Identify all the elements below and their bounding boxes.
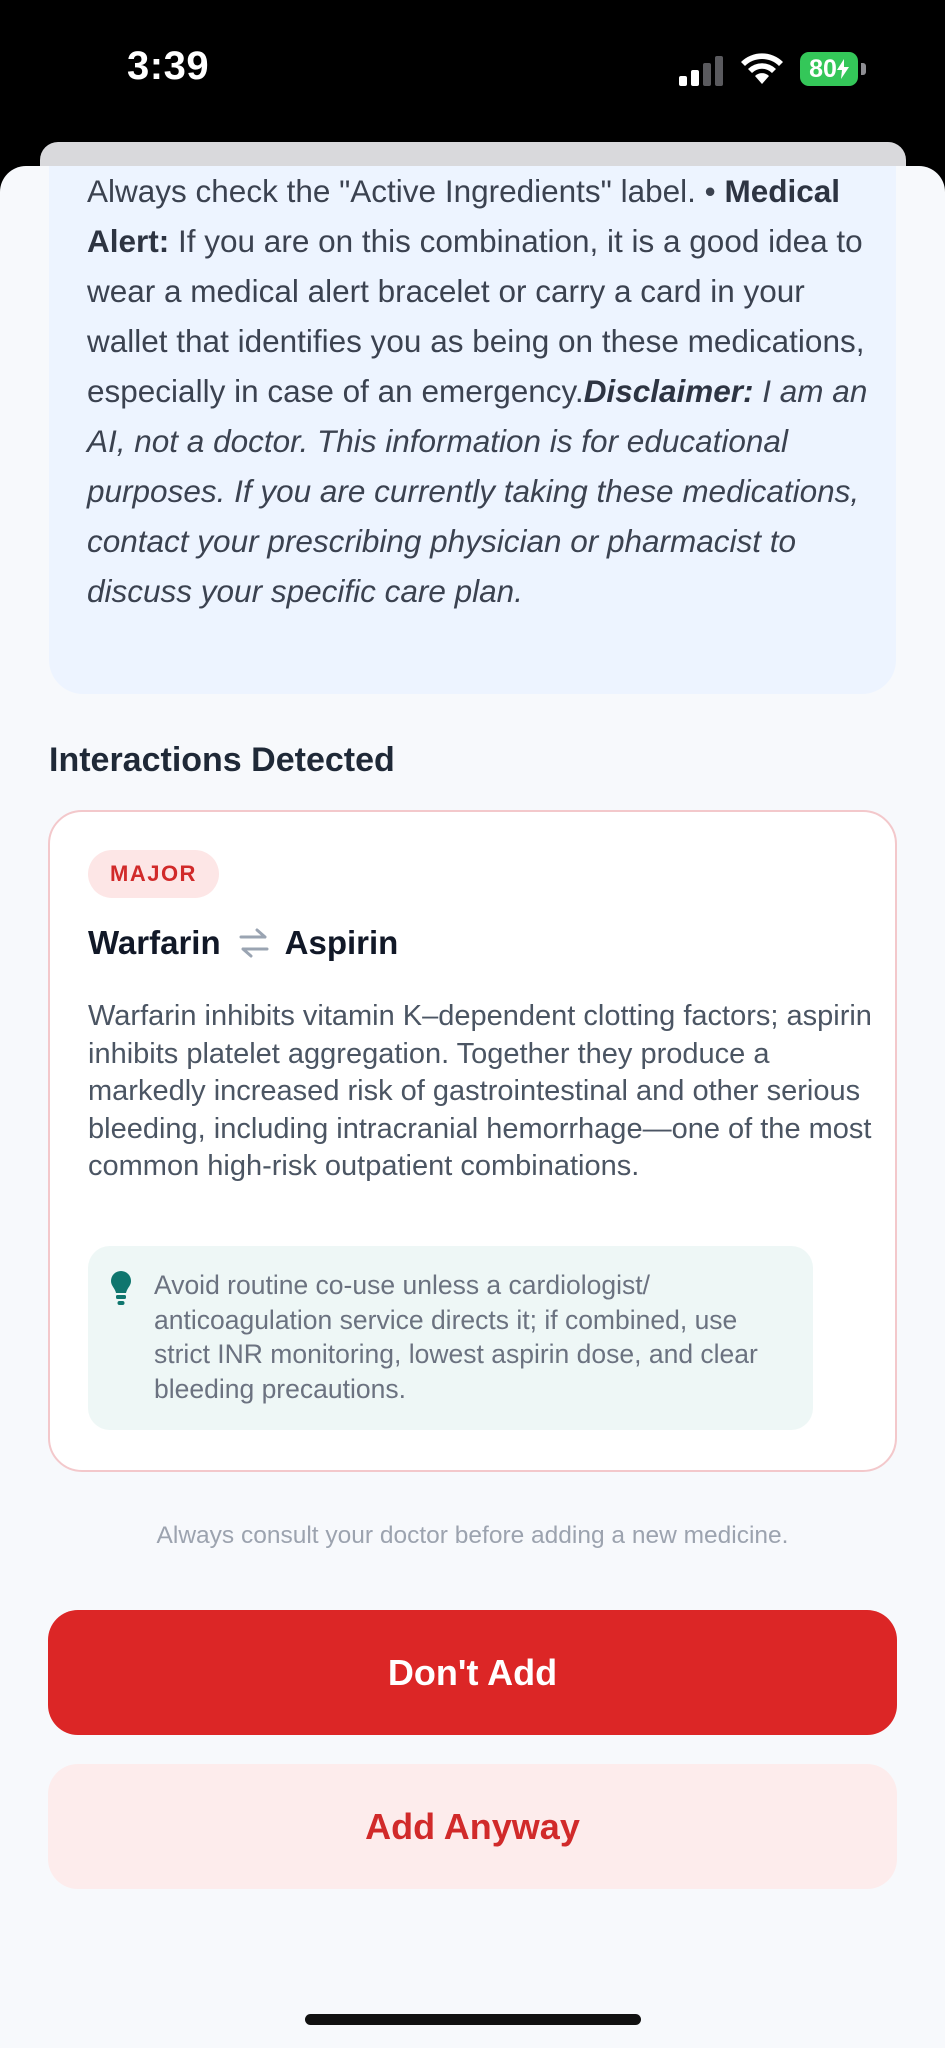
- interaction-card: [48, 810, 897, 1472]
- swap-arrows-icon: [237, 926, 271, 960]
- battery-level: [800, 52, 858, 86]
- consult-note: Always consult your doctor before adding a new medicine.: [156, 1522, 789, 1549]
- status-bar: [0, 0, 945, 140]
- interaction-description: Warfarin inhibits vitamin K–dependent clotting factors; aspirin inhibits platelet aggregation. Together they produce a markedly increased risk of gastrointestinal and other serious bleeding, including intracranial hemorrhage—one of the most common high-risk outpatient combinations.: [88, 1000, 872, 1182]
- disclaimer-label: Disclaimer:: [583, 373, 754, 409]
- drug-pair: [88, 924, 398, 962]
- ai-response-text: [87, 166, 877, 616]
- advice-text: Avoid routine co-use unless a cardiologist/ anticoagulation service directs it; if combined, use strict INR monitoring, lowest aspirin dose, and clear bleeding precautions.: [154, 1270, 758, 1404]
- battery-tip: [861, 63, 866, 75]
- signal-icon: [677, 56, 727, 86]
- battery-charging-icon: [800, 52, 866, 86]
- status-time: 3:39: [127, 44, 210, 88]
- bolt-icon: [837, 59, 849, 79]
- ai-intro-line: Always check the "Active Ingredients" label. •: [87, 173, 716, 209]
- add-anyway-button[interactable]: Add Anyway: [48, 1764, 897, 1889]
- wifi-icon: [740, 52, 784, 86]
- battery-percent: 80: [809, 54, 837, 83]
- lightbulb-icon: [110, 1270, 132, 1306]
- drug-a: Warfarin: [88, 924, 221, 961]
- home-indicator[interactable]: [305, 2014, 641, 2025]
- advice-box: [88, 1246, 813, 1430]
- drug-b: Aspirin: [284, 924, 399, 961]
- dont-add-button[interactable]: Don't Add: [48, 1610, 897, 1735]
- disclaimer-text: I am an AI, not a doctor. This information is for educational purposes. If you are currently taking these medications, contact your prescribing physician or pharmacist to discuss your specific care plan.: [87, 373, 868, 609]
- severity-badge: MAJOR: [88, 850, 219, 898]
- interactions-title: Interactions Detected: [49, 741, 395, 779]
- medical-alert-text: If you are on this combination, it is a good idea to wear a medical alert bracelet or carry a card in your wallet that identifies you as being on these medications, especially in case of an emergency.: [87, 223, 865, 409]
- interaction-sheet: [0, 166, 945, 2048]
- medical-alert-label: Medical Alert:: [87, 173, 841, 259]
- ai-response-box: [49, 166, 896, 694]
